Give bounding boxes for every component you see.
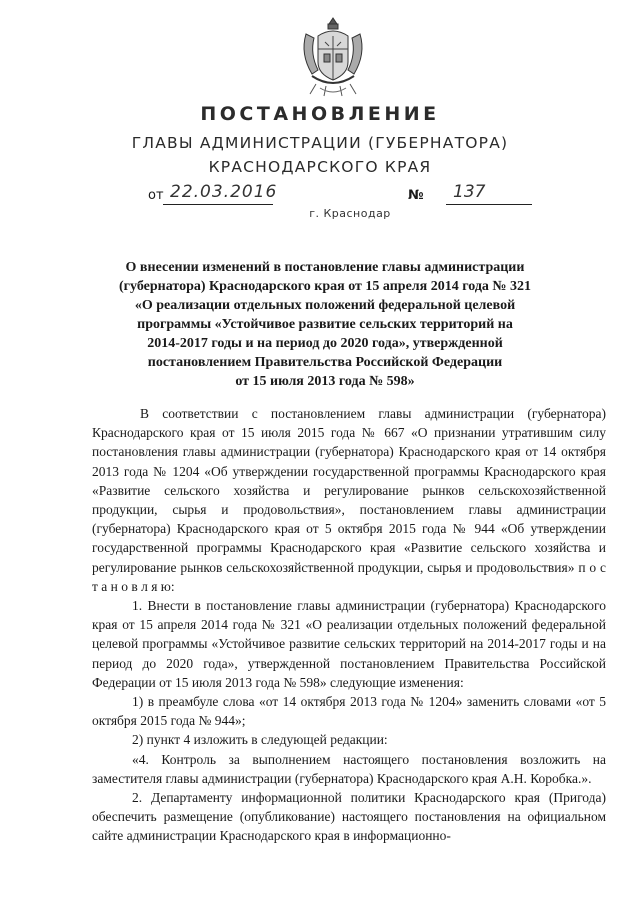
item-1-paragraph: 1. Внести в постановление главы администрации (губернатора) Краснодарского края от 15 апреля 2014 года № 321 «О реализации отдельных положений федеральной целевой программы «Устойчивое развитие сельских территорий на 2014-2017 годы и на период до 2020 года», утвержденной постановлением Правительства Российской Федерации от 15 июля 2013 года № 598» следующие изменения: (92, 598, 606, 690)
title-line: О внесении изменений в постановление главы администрации (125, 260, 525, 275)
number-underline (446, 204, 532, 205)
coat-of-arms-emblem (298, 14, 368, 98)
title-line: программы «Устойчивое развитие сельских территорий на (137, 317, 513, 332)
city-label: г. Краснодар (309, 207, 391, 220)
document-date: 22.03.2016 (170, 182, 278, 202)
date-label: от (148, 188, 164, 203)
title-line: (губернатора) Краснодарского края от 15 апреля 2014 года № 321 (119, 279, 531, 294)
title-line: 2014-2017 годы и на период до 2020 года», утвержденной (147, 336, 503, 351)
date-underline (163, 204, 273, 205)
title-line: от 15 июля 2013 года № 598» (235, 374, 415, 389)
number-label: № (408, 188, 424, 203)
title-line: «О реализации отдельных положений федеральной целевой (134, 298, 516, 313)
quoted-item-4-paragraph: «4. Контроль за выполнением настоящего постановления возложить на заместителя главы администрации (губернатора) Краснодарского края А.Н. Коробка.». (92, 751, 606, 786)
subitem-1-paragraph: 1) в преамбуле слова «от 14 октября 2013 года № 1204» заменить словами «от 5 октября 2015 года № 944»; (92, 694, 606, 729)
item-2-paragraph: 2. Департаменту информационной политики Краснодарского края (Пригода) обеспечить размещение (опубликование) настоящего постановления на официальном сайте администрации Краснодарского края в информационно- (92, 790, 606, 844)
document-title (100, 258, 550, 391)
subitem-2-paragraph: 2) пункт 4 изложить в следующей редакции: (132, 732, 388, 748)
issuer-heading: ГЛАВЫ АДМИНИСТРАЦИИ (ГУБЕРНАТОРА) (131, 134, 509, 152)
document-type-heading: ПОСТАНОВЛЕНИЕ (200, 103, 440, 125)
preamble-paragraph: В соответствии с постановлением главы администрации (губернатора) Краснодарского края от 15 июля 2015 года № 667 «О признании утратившим силу постановления главы администрации (губернатора) Краснодарского края от 14 октября 2013 года № 1204 «Об утверждении государственной программы Краснодарского края «Развитие сельского хозяйства и регулирование рынков сельскохозяйственной продукции, сырья и продовольствия», постановлением главы администрации (губернатора) Краснодарского края от 5 октября 2015 года № 944 «Об утверждении государственной программы Краснодарского края «Развитие сельского хозяйства и регулирование рынков сельскохозяйственной продукции, сырья и продовольствия» п о с т а н о в л я ю: (92, 406, 606, 594)
document-body (92, 404, 606, 846)
title-line: постановлением Правительства Российской Федерации (147, 355, 503, 370)
document-number: 137 (453, 182, 486, 202)
region-heading: КРАСНОДАРСКОГО КРАЯ (208, 158, 432, 176)
